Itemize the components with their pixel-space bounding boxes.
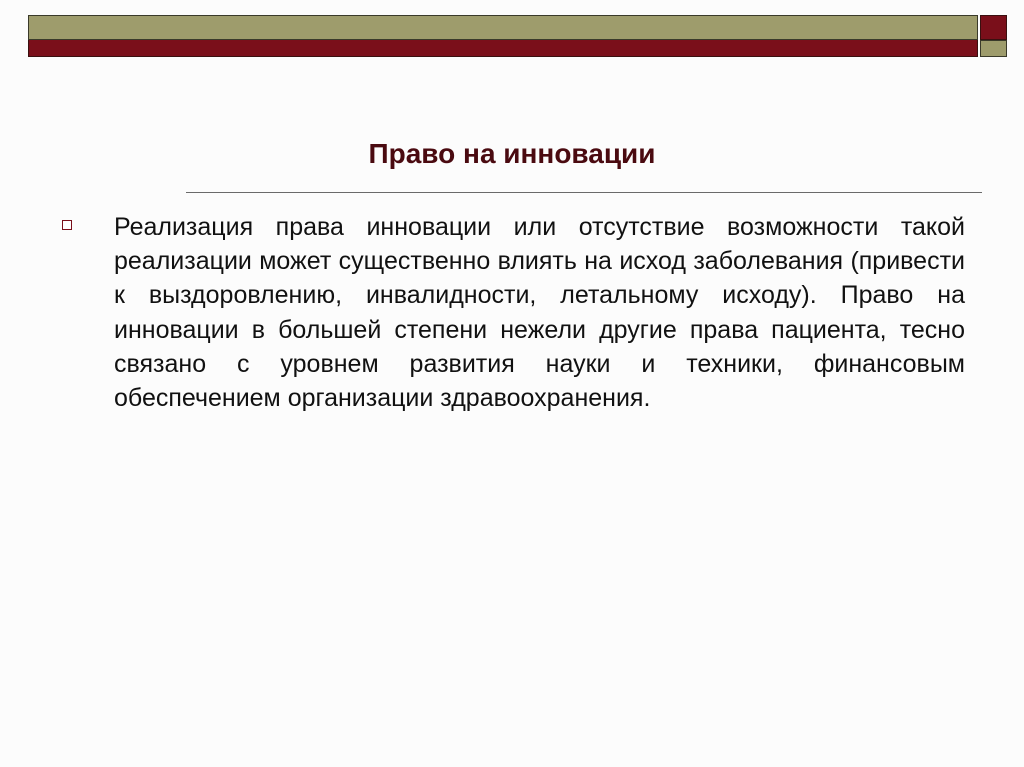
hollow-square-bullet-icon bbox=[62, 220, 72, 230]
header-decor-square-olive bbox=[980, 40, 1007, 57]
header-decor-bar-maroon bbox=[28, 40, 978, 57]
bullet-text: Реализация права инновации или отсутствие возможности такой реализации может существенно влиять на исход заболевания (привести к выздоровлению, инвалидности, летальному исходу). Право на инновации в большей степени нежели другие права пациента, тесно связано с уровнем развития науки и техники, финансовым обеспечением организации здравоохранения. bbox=[114, 213, 965, 413]
header-decor-square-maroon bbox=[980, 15, 1007, 40]
title-divider bbox=[186, 192, 982, 193]
header-decor-bar-olive bbox=[28, 15, 978, 40]
slide-title: Право на инновации bbox=[368, 138, 656, 169]
